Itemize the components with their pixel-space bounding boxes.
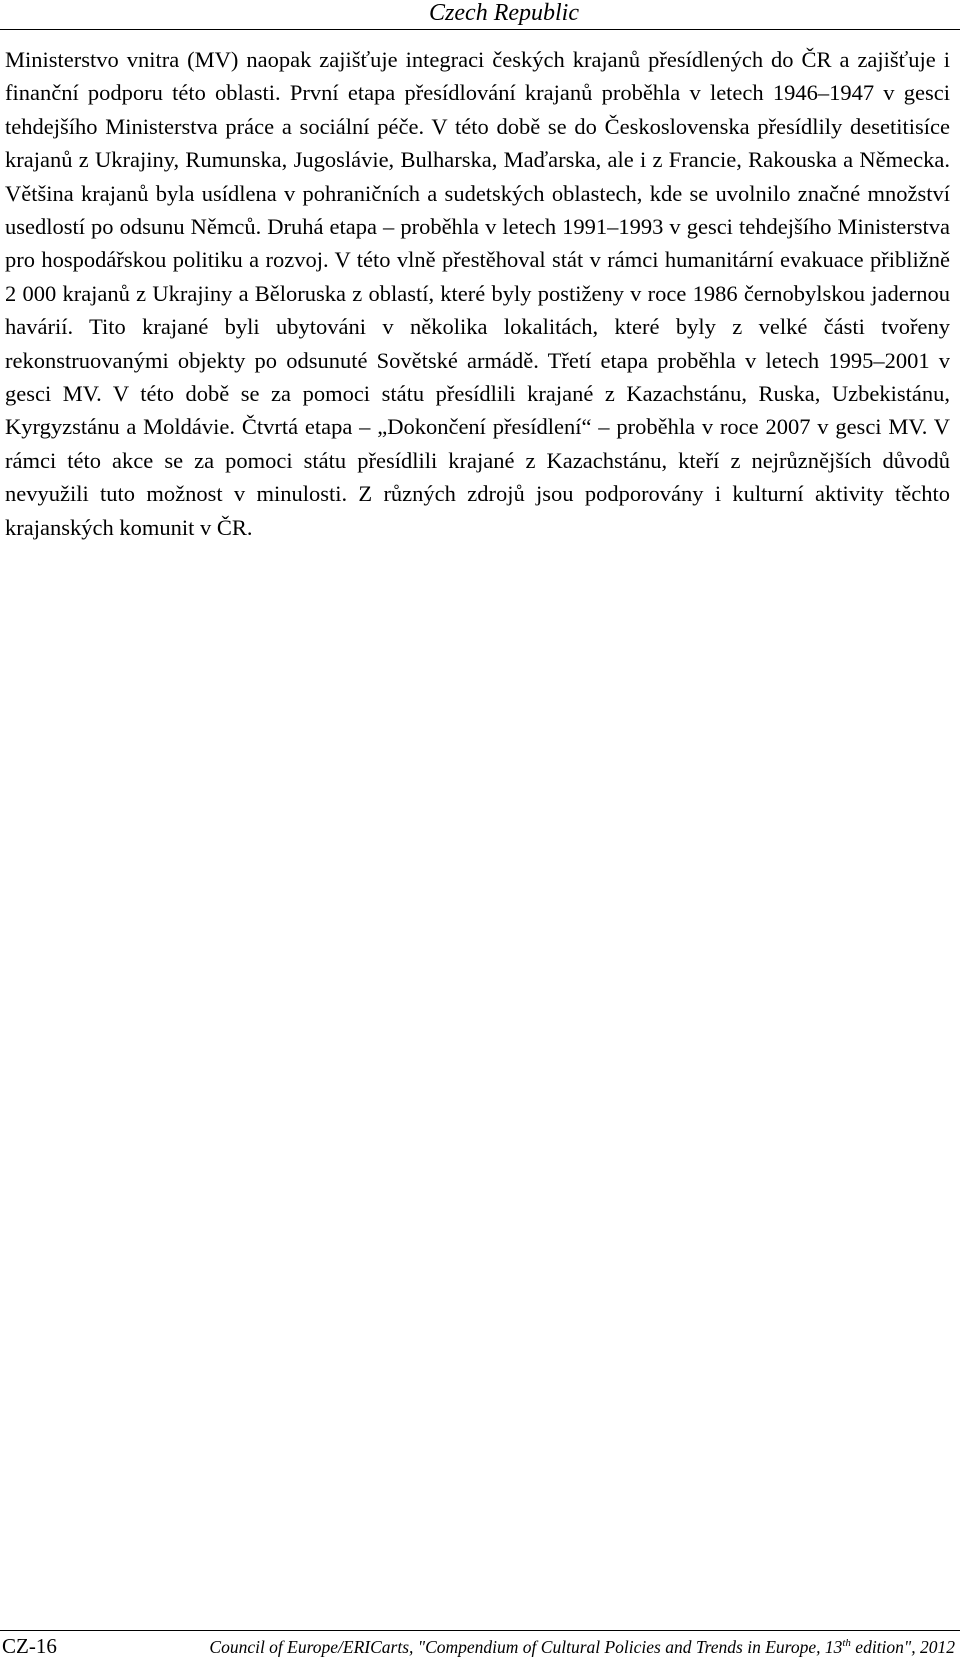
page-number: CZ-16 (2, 1634, 57, 1658)
citation-superscript: th (842, 1637, 851, 1650)
citation-text: Council of Europe/ERICarts, "Compendium of Cultural Policies and Trends in Europe, 13 (209, 1637, 843, 1657)
footer-citation (209, 1637, 955, 1658)
citation-text-end: edition", 2012 (850, 1637, 955, 1657)
body-paragraph: Ministerstvo vnitra (MV) naopak zajišťuje integraci českých krajanů přesídlených do ČR a zajišťuje i finanční podporu této oblasti. První etapa přesídlování krajanů proběhla v letech 1946–1947 v gesci tehdejšího Ministerstva práce a sociální péče. V této době se do Československa přesídlily desetitisíce krajanů z Ukrajiny, Rumunska, Jugoslávie, Bulharska, Maďarska, ale i z Francie, Rakouska a Německa. Většina krajanů byla usídlena v pohraničních a sudetských oblastech, kde se uvolnilo značné množství usedlostí po odsunu Němců. Druhá etapa – proběhla v letech 1991–1993 v gesci tehdejšího Ministerstva pro hospodářskou politiku a rozvoj. V této vlně přestěhoval stát v rámci humanitární evakuace přibližně 2 000 krajanů z Ukrajiny a Běloruska z oblastí, které byly postiženy v roce 1986 černobylskou jadernou havárií. Tito krajané byli ubytováni v několika lokalitách, které byly z velké části tvořeny rekonstruovanými objekty po odsunuté Sovětské armádě. Třetí etapa proběhla v letech 1995–2001 v gesci MV. V této době se za pomoci státu přesídlili krajané z Kazachstánu, Ruska, Uzbekistánu, Kyrgyzstánu a Moldávie. Čtvrtá etapa – „Dokončení přesídlení“ – proběhla v roce 2007 v gesci MV. V rámci této akce se za pomoci státu přesídlili krajané z Kazachstánu, kteří z nejrůznějších důvodů nevyužili tuto možnost v minulosti. Z různých zdrojů jsou podporovány i kulturní aktivity těchto krajanských komunit v ČR. (5, 47, 950, 540)
header-title: Czech Republic (429, 0, 579, 26)
page-footer (0, 1630, 960, 1660)
page-header (0, 0, 960, 30)
